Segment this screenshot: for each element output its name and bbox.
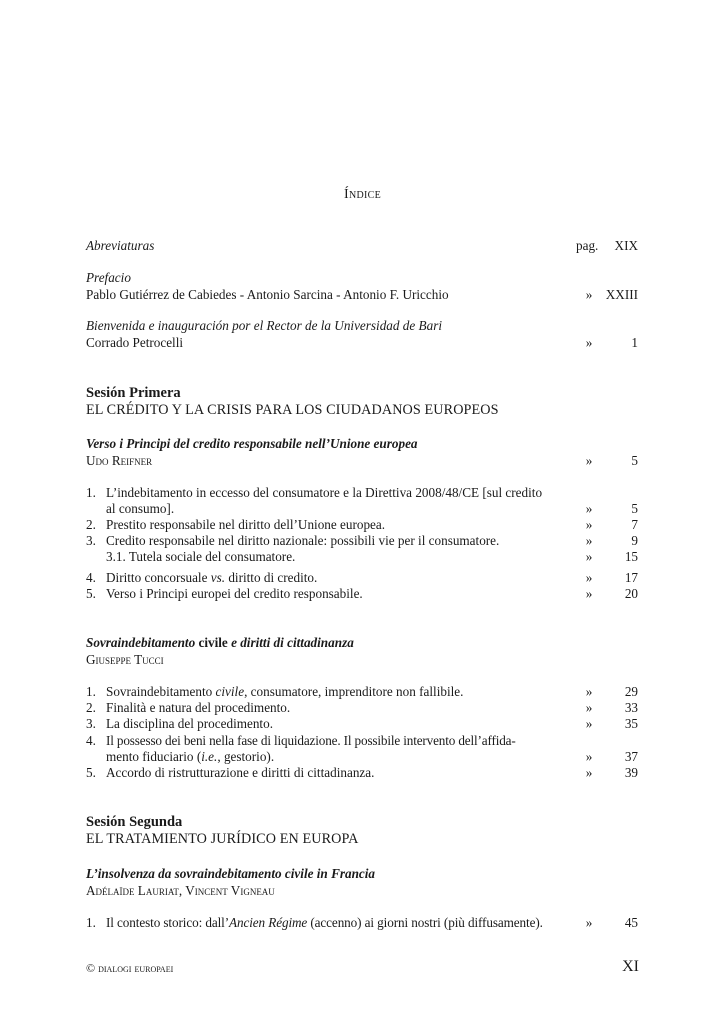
page-number: 20 bbox=[624, 586, 638, 601]
toc-item bbox=[86, 699, 638, 716]
item-text-italic: vs. bbox=[210, 570, 226, 585]
toc-item-continuation bbox=[86, 748, 638, 765]
page-number: 5 bbox=[631, 501, 638, 516]
raquo-marker: » bbox=[585, 533, 593, 548]
page-number: 17 bbox=[624, 570, 638, 585]
entry-author: Corrado Petrocelli bbox=[86, 335, 184, 350]
toc-entry-article bbox=[86, 452, 638, 469]
toc-subitem bbox=[86, 548, 638, 565]
item-text-italic: Ancien Régime bbox=[229, 915, 308, 930]
item-text: mento fiduciario ( bbox=[106, 749, 202, 764]
toc-item bbox=[86, 532, 638, 549]
toc-item bbox=[86, 715, 638, 732]
article-author-line bbox=[86, 651, 638, 668]
raquo-marker: » bbox=[585, 453, 593, 468]
item-text: Prestito responsabile nel diritto dell’Unione europea. bbox=[106, 517, 386, 532]
raquo-marker: » bbox=[585, 684, 593, 699]
toc-item bbox=[86, 732, 638, 749]
toc-entry-prefacio bbox=[86, 286, 638, 303]
item-number: 5. bbox=[86, 586, 96, 601]
entry-label: Bienvenida e inauguración por el Rector de la Universidad de Bari bbox=[86, 318, 442, 333]
page-number: 15 bbox=[624, 549, 638, 564]
article-author: Giuseppe Tucci bbox=[86, 652, 164, 667]
toc-item bbox=[86, 764, 638, 781]
toc-item-continuation bbox=[86, 500, 638, 517]
session-subtitle: EL CRÉDITO Y LA CRISIS PARA LOS CIUDADANOS EUROPEOS bbox=[86, 402, 499, 418]
item-number: 2. bbox=[86, 517, 96, 532]
raquo-marker: » bbox=[585, 570, 593, 585]
article-title-text: e diritti di cittadinanza bbox=[231, 635, 354, 650]
item-number: 1. bbox=[86, 915, 96, 930]
article-title-text: Sovraindebitamento bbox=[86, 635, 196, 650]
raquo-marker: » bbox=[585, 501, 593, 516]
session-heading: Sesión Primera bbox=[86, 385, 181, 401]
raquo-marker: » bbox=[585, 335, 593, 350]
toc-item bbox=[86, 683, 638, 700]
item-text: Diritto concorsuale bbox=[106, 570, 211, 585]
item-text: , consumatore, imprenditore non fallibile. bbox=[244, 684, 464, 699]
raquo-marker: » bbox=[585, 517, 593, 532]
item-text: (accenno) ai giorni nostri (più diffusamente). bbox=[307, 915, 543, 930]
raquo-marker: » bbox=[585, 915, 593, 930]
item-text: , gestorio). bbox=[217, 749, 275, 764]
article-title bbox=[86, 634, 638, 651]
toc-item bbox=[86, 585, 638, 602]
item-text: Verso i Principi europei del credito responsabile. bbox=[106, 586, 363, 601]
item-text: diritto di credito. bbox=[225, 570, 318, 585]
article-author: Adélaïde Lauriat, Vincent Vigneau bbox=[86, 883, 275, 898]
item-number: 2. bbox=[86, 700, 96, 715]
article-title bbox=[86, 435, 638, 452]
page-number: XXIII bbox=[605, 287, 638, 302]
article-author-line bbox=[86, 882, 638, 899]
item-text-italic: i.e. bbox=[201, 749, 218, 764]
page-number: 1 bbox=[631, 335, 638, 350]
entry-label-bienvenida bbox=[86, 317, 638, 334]
raquo-marker: » bbox=[585, 765, 593, 780]
entry-label-prefacio bbox=[86, 269, 638, 286]
page-number: 45 bbox=[624, 915, 638, 930]
footer-copyright: © dialogi europaei bbox=[86, 961, 174, 975]
article-title-text: Verso i Principi del credito responsabile nell’Unione europea bbox=[86, 436, 418, 451]
entry-label: Prefacio bbox=[86, 270, 131, 285]
toc-entry-bienvenida bbox=[86, 334, 638, 351]
item-text: Finalità e natura del procedimento. bbox=[106, 700, 291, 715]
entry-authors: Pablo Gutiérrez de Cabiedes - Antonio Sarcina - Antonio F. Uricchio bbox=[86, 287, 449, 302]
article-title bbox=[86, 865, 638, 882]
raquo-marker: » bbox=[585, 749, 593, 764]
item-text: Accordo di ristrutturazione e diritti di cittadinanza. bbox=[106, 765, 375, 780]
toc-item bbox=[86, 914, 638, 931]
session-heading: Sesión Segunda bbox=[86, 814, 183, 830]
toc-entry-abreviaturas bbox=[86, 237, 638, 254]
raquo-marker: » bbox=[585, 549, 593, 564]
article-author: Udo Reifner bbox=[86, 453, 153, 468]
item-number: 1. bbox=[86, 485, 96, 500]
session-subtitle: EL TRATAMIENTO JURÍDICO EN EUROPA bbox=[86, 831, 359, 847]
page-number: 39 bbox=[624, 765, 638, 780]
raquo-marker: » bbox=[585, 700, 593, 715]
item-number: 3. bbox=[86, 533, 96, 548]
item-text: L’indebitamento in eccesso del consumatore e la Direttiva 2008/48/CE [sul credito bbox=[106, 485, 543, 500]
page-number: 7 bbox=[631, 517, 638, 532]
item-text-italic: civile bbox=[215, 684, 245, 699]
item-text: La disciplina del procedimento. bbox=[106, 716, 273, 731]
page-number: 5 bbox=[631, 453, 638, 468]
toc-item bbox=[86, 569, 638, 586]
raquo-marker: » bbox=[585, 287, 593, 302]
item-text: Sovraindebitamento bbox=[106, 684, 216, 699]
page-number: 35 bbox=[624, 716, 638, 731]
index-title: Índice bbox=[343, 187, 381, 202]
page-number: 29 bbox=[624, 684, 638, 699]
pag-label: pag. bbox=[576, 238, 599, 253]
article-title-text: civile bbox=[195, 635, 232, 650]
raquo-marker: » bbox=[585, 586, 593, 601]
item-text: Il possesso dei beni nella fase di liquidazione. Il possibile intervento dell’affida- bbox=[106, 733, 516, 748]
raquo-marker: » bbox=[585, 716, 593, 731]
item-number: 1. bbox=[86, 684, 96, 699]
page-number: 9 bbox=[631, 533, 638, 548]
item-text: al consumo]. bbox=[106, 501, 175, 516]
item-number: 3. bbox=[86, 716, 96, 731]
page-number: 37 bbox=[624, 749, 638, 764]
page-number: XIX bbox=[614, 238, 638, 253]
item-number: 4. bbox=[86, 733, 96, 748]
article-title-text: L’insolvenza da sovraindebitamento civile in Francia bbox=[86, 866, 376, 881]
item-text: Il contesto storico: dall’ bbox=[106, 915, 230, 930]
item-text: 3.1. Tutela sociale del consumatore. bbox=[106, 549, 296, 564]
page-number: 33 bbox=[624, 700, 638, 715]
item-text: Credito responsabile nel diritto nazionale: possibili vie per il consumatore. bbox=[106, 533, 500, 548]
footer-page-number: XI bbox=[622, 958, 639, 975]
toc-item bbox=[86, 516, 638, 533]
toc-item bbox=[86, 484, 638, 501]
item-number: 5. bbox=[86, 765, 96, 780]
entry-label: Abreviaturas bbox=[86, 238, 155, 253]
item-number: 4. bbox=[86, 570, 96, 585]
